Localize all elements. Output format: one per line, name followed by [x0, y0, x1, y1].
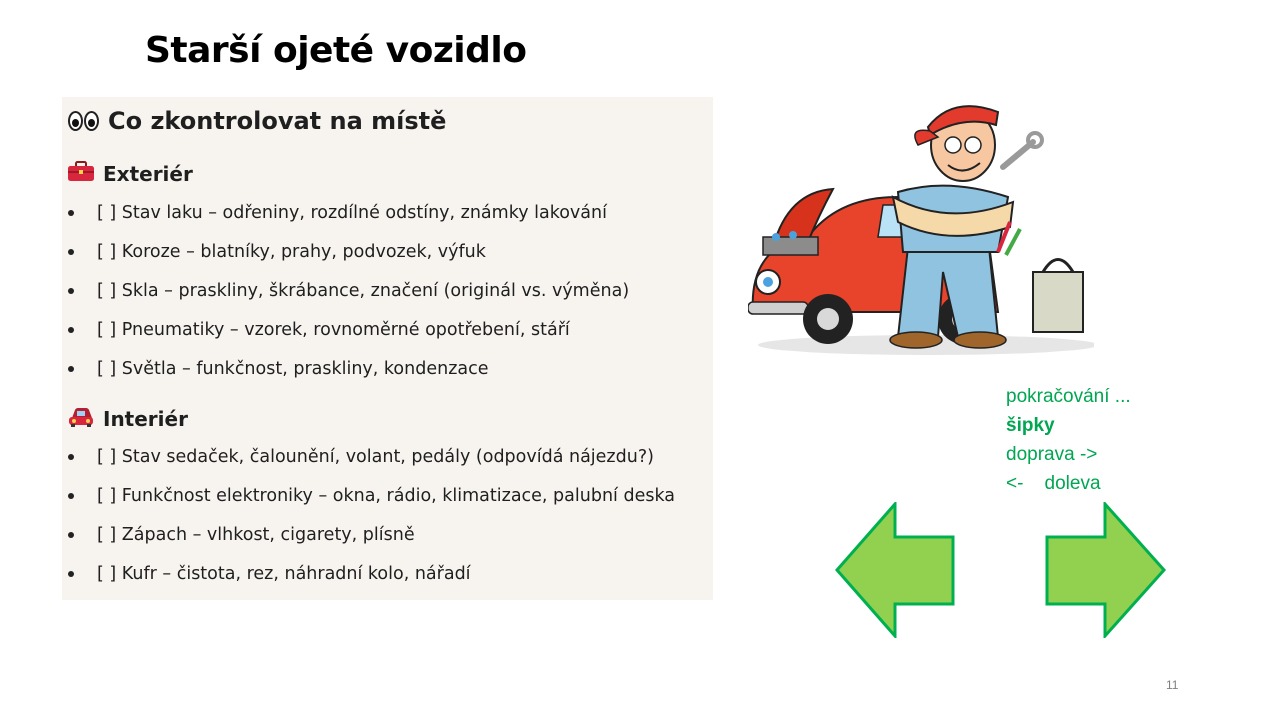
list-item: [ ] Zápach – vlhkost, cigarety, plísně [68, 525, 415, 545]
note-line-left: <- doleva [1006, 473, 1101, 494]
list-item: [ ] Stav laku – odřeniny, rozdílné odstíny, známky lakování [68, 203, 607, 223]
next-slide-arrow-icon[interactable] [1045, 502, 1167, 643]
eyes-icon [68, 111, 99, 131]
page-number: 11 [1166, 678, 1179, 692]
list-item: [ ] Světla – funkčnost, praskliny, kondenzace [68, 359, 489, 379]
list-item: [ ] Pneumatiky – vzorek, rovnoměrné opotřebení, stáří [68, 320, 570, 340]
checklist-heading [68, 105, 446, 137]
checklist-heading-text: Co zkontrolovat na místě [108, 107, 447, 135]
list-item: [ ] Koroze – blatníky, prahy, podvozek, výfuk [68, 242, 486, 262]
mechanic-illustration [748, 97, 1094, 357]
list-item: [ ] Skla – praskliny, škrábance, značení (originál vs. výměna) [68, 281, 629, 301]
slide-title: Starší ojeté vozidlo [145, 30, 527, 71]
section-title-exterior: Exteriér [103, 161, 193, 186]
list-item: [ ] Stav sedaček, čalounění, volant, pedály (odpovídá nájezdu?) [68, 447, 654, 467]
note-line-arrows: šipky [1006, 415, 1055, 436]
list-item: [ ] Funkčnost elektroniky – okna, rádio, klimatizace, palubní deska [68, 486, 675, 506]
toolbox-icon [67, 160, 95, 187]
previous-slide-arrow-icon[interactable] [835, 502, 955, 643]
note-line-continue: pokračování ... [1006, 386, 1131, 407]
continue-note [1006, 382, 1131, 498]
list-item: [ ] Kufr – čistota, rez, náhradní kolo, nářadí [68, 564, 471, 584]
section-title-interior: Interiér [103, 406, 188, 431]
checklist-screenshot [62, 97, 713, 600]
car-seat-icon [67, 404, 95, 433]
note-line-right: doprava -> [1006, 444, 1098, 465]
section-heading-interior [67, 404, 188, 433]
section-heading-exterior [67, 160, 193, 187]
